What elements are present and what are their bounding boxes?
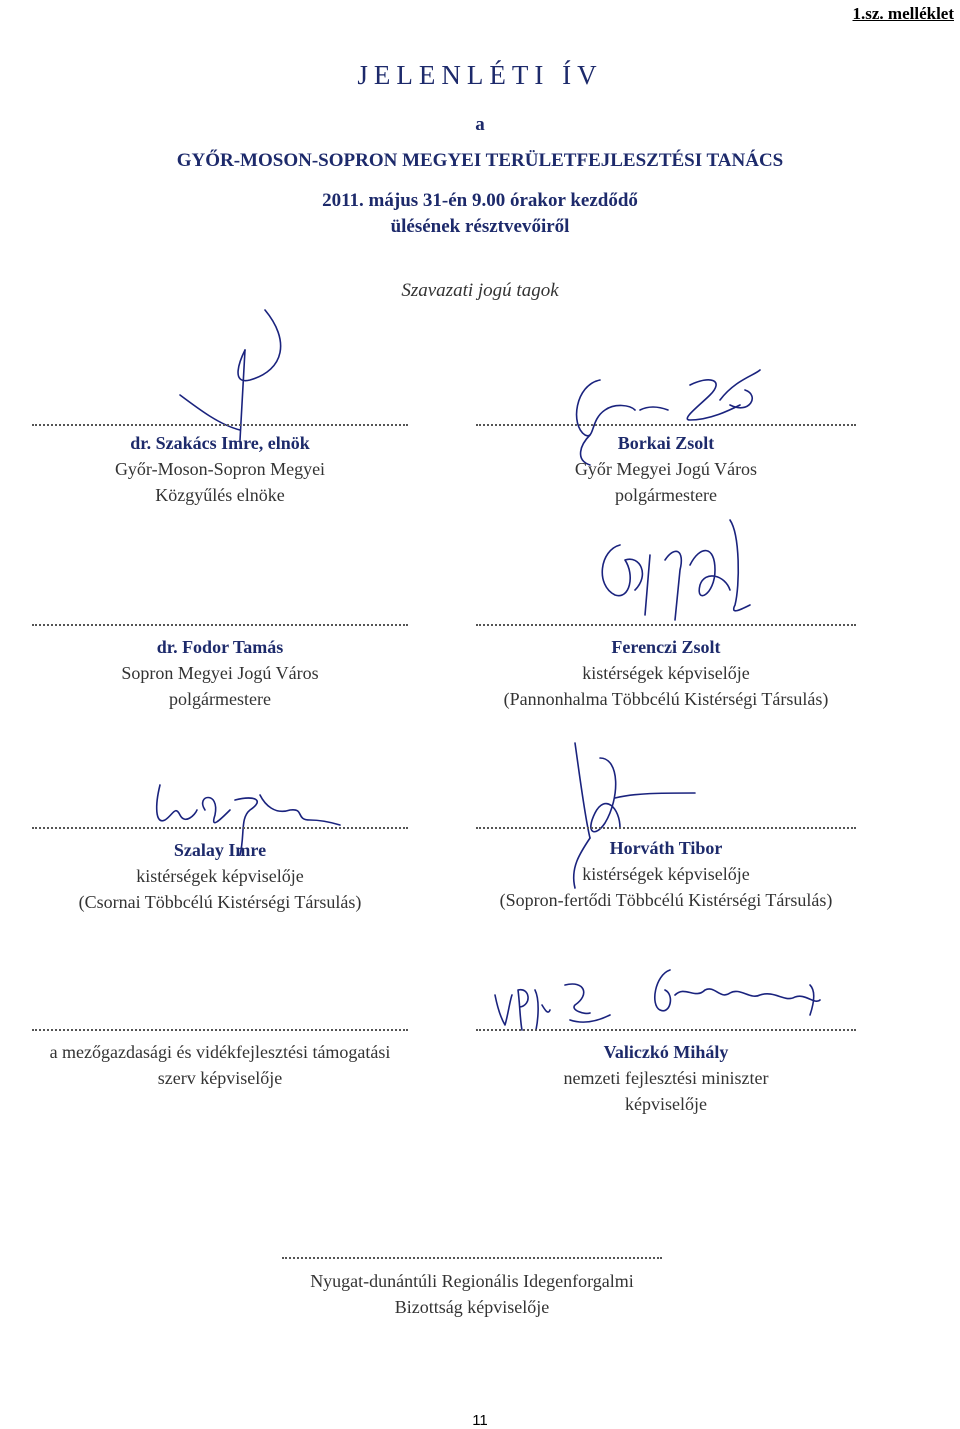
signature-line <box>476 424 856 426</box>
signatory-role: szerv képviselője <box>157 1068 283 1088</box>
signature-line <box>282 1257 662 1259</box>
signatory-role: Győr Megyei Jogú Város <box>574 459 758 479</box>
signature-line <box>32 624 408 626</box>
signature-line <box>32 827 408 829</box>
signatory-name: Szalay Imre <box>173 840 267 860</box>
signatory-block-8 <box>466 1039 866 1117</box>
signatory-role: Nyugat-dunántúli Regionális Idegenforgalmi <box>310 1271 634 1291</box>
signatory-block-2 <box>466 430 866 508</box>
signatory-block-5 <box>20 837 420 915</box>
page-number: 11 <box>472 1412 488 1429</box>
signatory-role: (Pannonhalma Többcélú Kistérségi Társulás) <box>503 689 829 709</box>
signatory-block-3 <box>20 634 420 712</box>
signatory-block-4 <box>420 634 912 712</box>
signature-ferenczi <box>590 515 760 625</box>
signatory-name: dr. Szakács Imre, elnök <box>130 433 310 453</box>
section-subtitle: Szavazati jogú tagok <box>401 280 559 301</box>
signatory-name: Borkai Zsolt <box>617 433 715 453</box>
header-line-2: GYŐR-MOSON-SOPRON MEGYEI TERÜLETFEJLESZTÉSI TANÁCS <box>176 150 784 171</box>
signatory-role: (Sopron-fertődi Többcélú Kistérségi Társulás) <box>499 890 833 910</box>
signatory-role: Győr-Moson-Sopron Megyei <box>114 459 326 479</box>
signature-line <box>476 624 856 626</box>
header-line-1: a <box>475 114 485 135</box>
signatory-role: (Csornai Többcélú Kistérségi Társulás) <box>78 892 362 912</box>
signatory-role: nemzeti fejlesztési miniszter <box>563 1068 769 1088</box>
signatory-role: kistérségek képviselője <box>582 663 750 683</box>
signatory-block-6 <box>420 835 912 913</box>
signatory-role: Közgyűlés elnöke <box>155 485 285 505</box>
header-line-4: ülésének résztvevőiről <box>390 216 570 237</box>
signatory-role: Sopron Megyei Jogú Város <box>121 663 319 683</box>
signatory-name: Ferenczi Zsolt <box>611 637 721 657</box>
signature-line <box>476 1029 856 1031</box>
signatory-block-9 <box>230 1268 714 1320</box>
signatory-role: képviselője <box>625 1094 707 1114</box>
signature-szakacs <box>170 300 300 450</box>
signatory-role: kistérségek képviselője <box>582 864 750 884</box>
signatory-role: polgármestere <box>169 689 271 709</box>
signatory-name: Valiczkó Mihály <box>603 1042 729 1062</box>
signatory-role: polgármestere <box>615 485 717 505</box>
signatory-role: kistérségek képviselője <box>136 866 304 886</box>
signatory-role: Bizottság képviselője <box>394 1297 550 1317</box>
signatory-name: dr. Fodor Tamás <box>156 637 284 657</box>
annex-label: 1.sz. melléklet <box>852 4 954 23</box>
document-title: JELENLÉTI ÍV <box>357 60 603 90</box>
signatory-name: Horváth Tibor <box>609 838 723 858</box>
signatory-role: a mezőgazdasági és vidékfejlesztési támogatási <box>49 1042 391 1062</box>
signatory-block-1 <box>20 430 420 508</box>
header-line-3: 2011. május 31-én 9.00 órakor kezdődő <box>322 190 638 211</box>
signature-valiczko <box>490 965 835 1045</box>
signature-line <box>32 1029 408 1031</box>
signature-line <box>476 827 856 829</box>
signatory-block-7 <box>0 1039 440 1091</box>
signature-line <box>32 424 408 426</box>
